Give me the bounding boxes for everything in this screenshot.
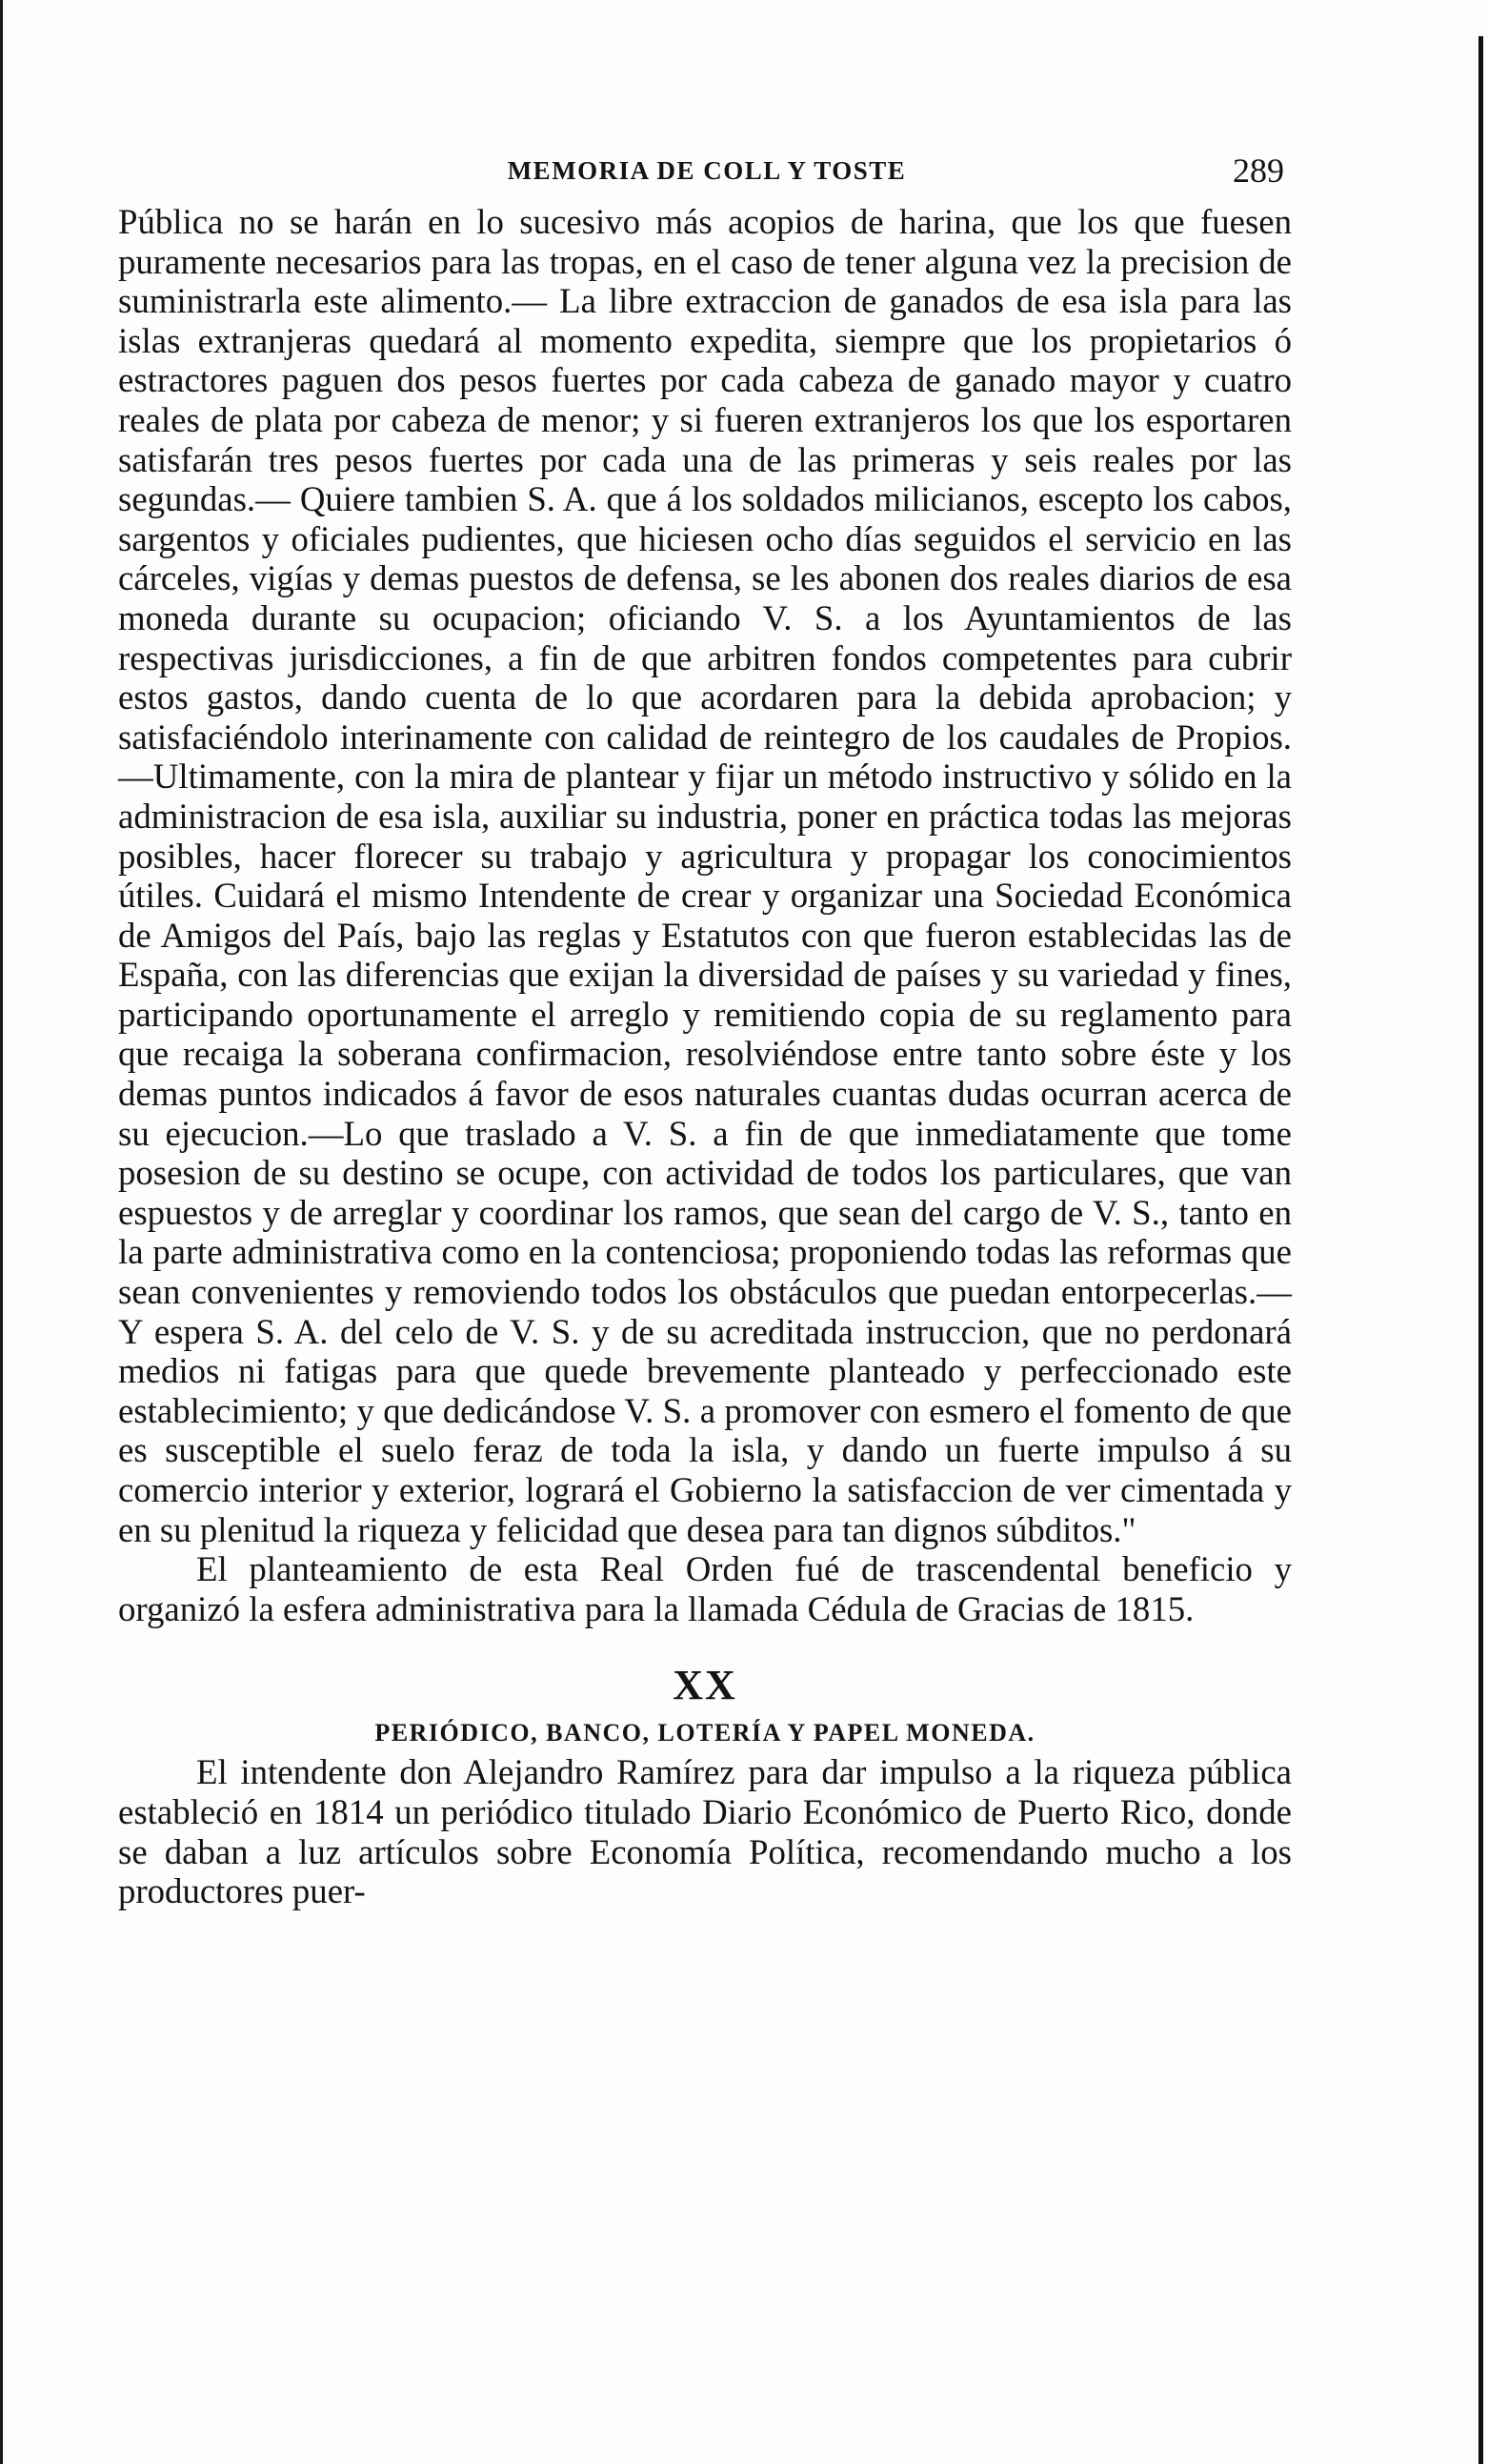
scan-edge-left xyxy=(0,0,3,2464)
running-title: MEMORIA DE COLL Y TOSTE xyxy=(507,156,907,185)
page-header xyxy=(118,149,1296,192)
paragraph-intendente: El intendente don Alejandro Ramírez para dar impulso a la riqueza pública estableció en 1814 un periódico titulado Diario Económico de Puerto Rico, donde se daban a luz artículos sobre Economía Política, recomendando mucho a los productores puer- xyxy=(118,1752,1292,1911)
body-text xyxy=(118,202,1292,1911)
section-number: XX xyxy=(673,1662,737,1709)
scan-edge-right xyxy=(1478,36,1483,2464)
section-spacer xyxy=(118,1628,1292,1657)
paragraph-planteamiento: El planteamiento de esta Real Orden fué de trascendental beneficio y organizó la esfera administrativa para la llamada Cédula de Gracias de 1815. xyxy=(118,1549,1292,1628)
section-title: PERIÓDICO, BANCO, LOTERÍA Y PAPEL MONEDA. xyxy=(374,1719,1036,1747)
page-number: 289 xyxy=(1233,151,1284,190)
paragraph-continuation: Pública no se harán en lo sucesivo más acopios de harina, que los que fuesen puramente necesarios para las tropas, en el caso de tener alguna vez la precision de suministrarla este alimento.— La libre extraccion de ganados de esa isla para las islas extranjeras quedará al momento expedita, siempre que los propietarios ó estractores paguen dos pesos fuertes por cada cabeza de ganado mayor y cuatro reales de plata por cabeza de menor; y si fueren extranjeros los que los esportaren satisfarán tres pesos fuertes por cada una de las primeras y seis reales por las segundas.— Quiere tambien S. A. que á los soldados milicianos, escepto los cabos, sargentos y oficiales pudientes, que hiciesen ocho días seguidos el servicio en las cárceles, vigías y demas puestos de defensa, se les abonen dos reales diarios de esa moneda durante su ocupacion; oficiando V. S. a los Ayuntamientos de las respectivas jurisdicciones, a fin de que arbitren fondos competentes para cubrir estos gastos, dando cuenta de lo que acordaren para la debida aprobacion; y satisfaciéndolo interinamente con calidad de reintegro de los caudales de Propios.—Ultimamente, con la mira de plantear y fijar un método instructivo y sólido en la administracion de esa isla, auxiliar su industria, poner en práctica todas las mejoras posibles, hacer florecer su trabajo y agricultura y propagar los conocimientos útiles. Cuidará el mismo Intendente de crear y organizar una Sociedad Económica de Amigos del País, bajo las reglas y Estatutos con que fueron establecidas las de España, con las diferencias que exijan la diversidad de países y su variedad y fines, participando oportunamente el arreglo y remitiendo copia de su reglamento para que recaiga la soberana confirmacion, resolviéndose entre tanto sobre éste y los demas puntos indicados á favor de esos naturales cuantas dudas ocurran acerca de su ejecucion.—Lo que traslado a V. S. a fin de que inmediatamente que tome posesion de su destino se ocupe, con actividad de todos los particulares, que van espuestos y de arreglar y coordinar los ramos, que sean del cargo de V. S., tanto en la parte administrativa como en la contenciosa; proponiendo todas las reformas que sean convenientes y removiendo todos los obstáculos que puedan entorpecerlas.—Y espera S. A. del celo de V. S. y de su acreditada instruccion, que no perdonará medios ni fatigas para que quede brevemente planteado y perfeccionado este establecimiento; y que dedicándose V. S. a promover con esmero el fomento de que es susceptible el suelo feraz de toda la isla, y dando un fuerte impulso á su comercio interior y exterior, logrará el Gobierno la satisfaccion de ver cimentada y en su plenitud la riqueza y felicidad que desea para tan dignos súbditos." xyxy=(118,202,1292,1549)
